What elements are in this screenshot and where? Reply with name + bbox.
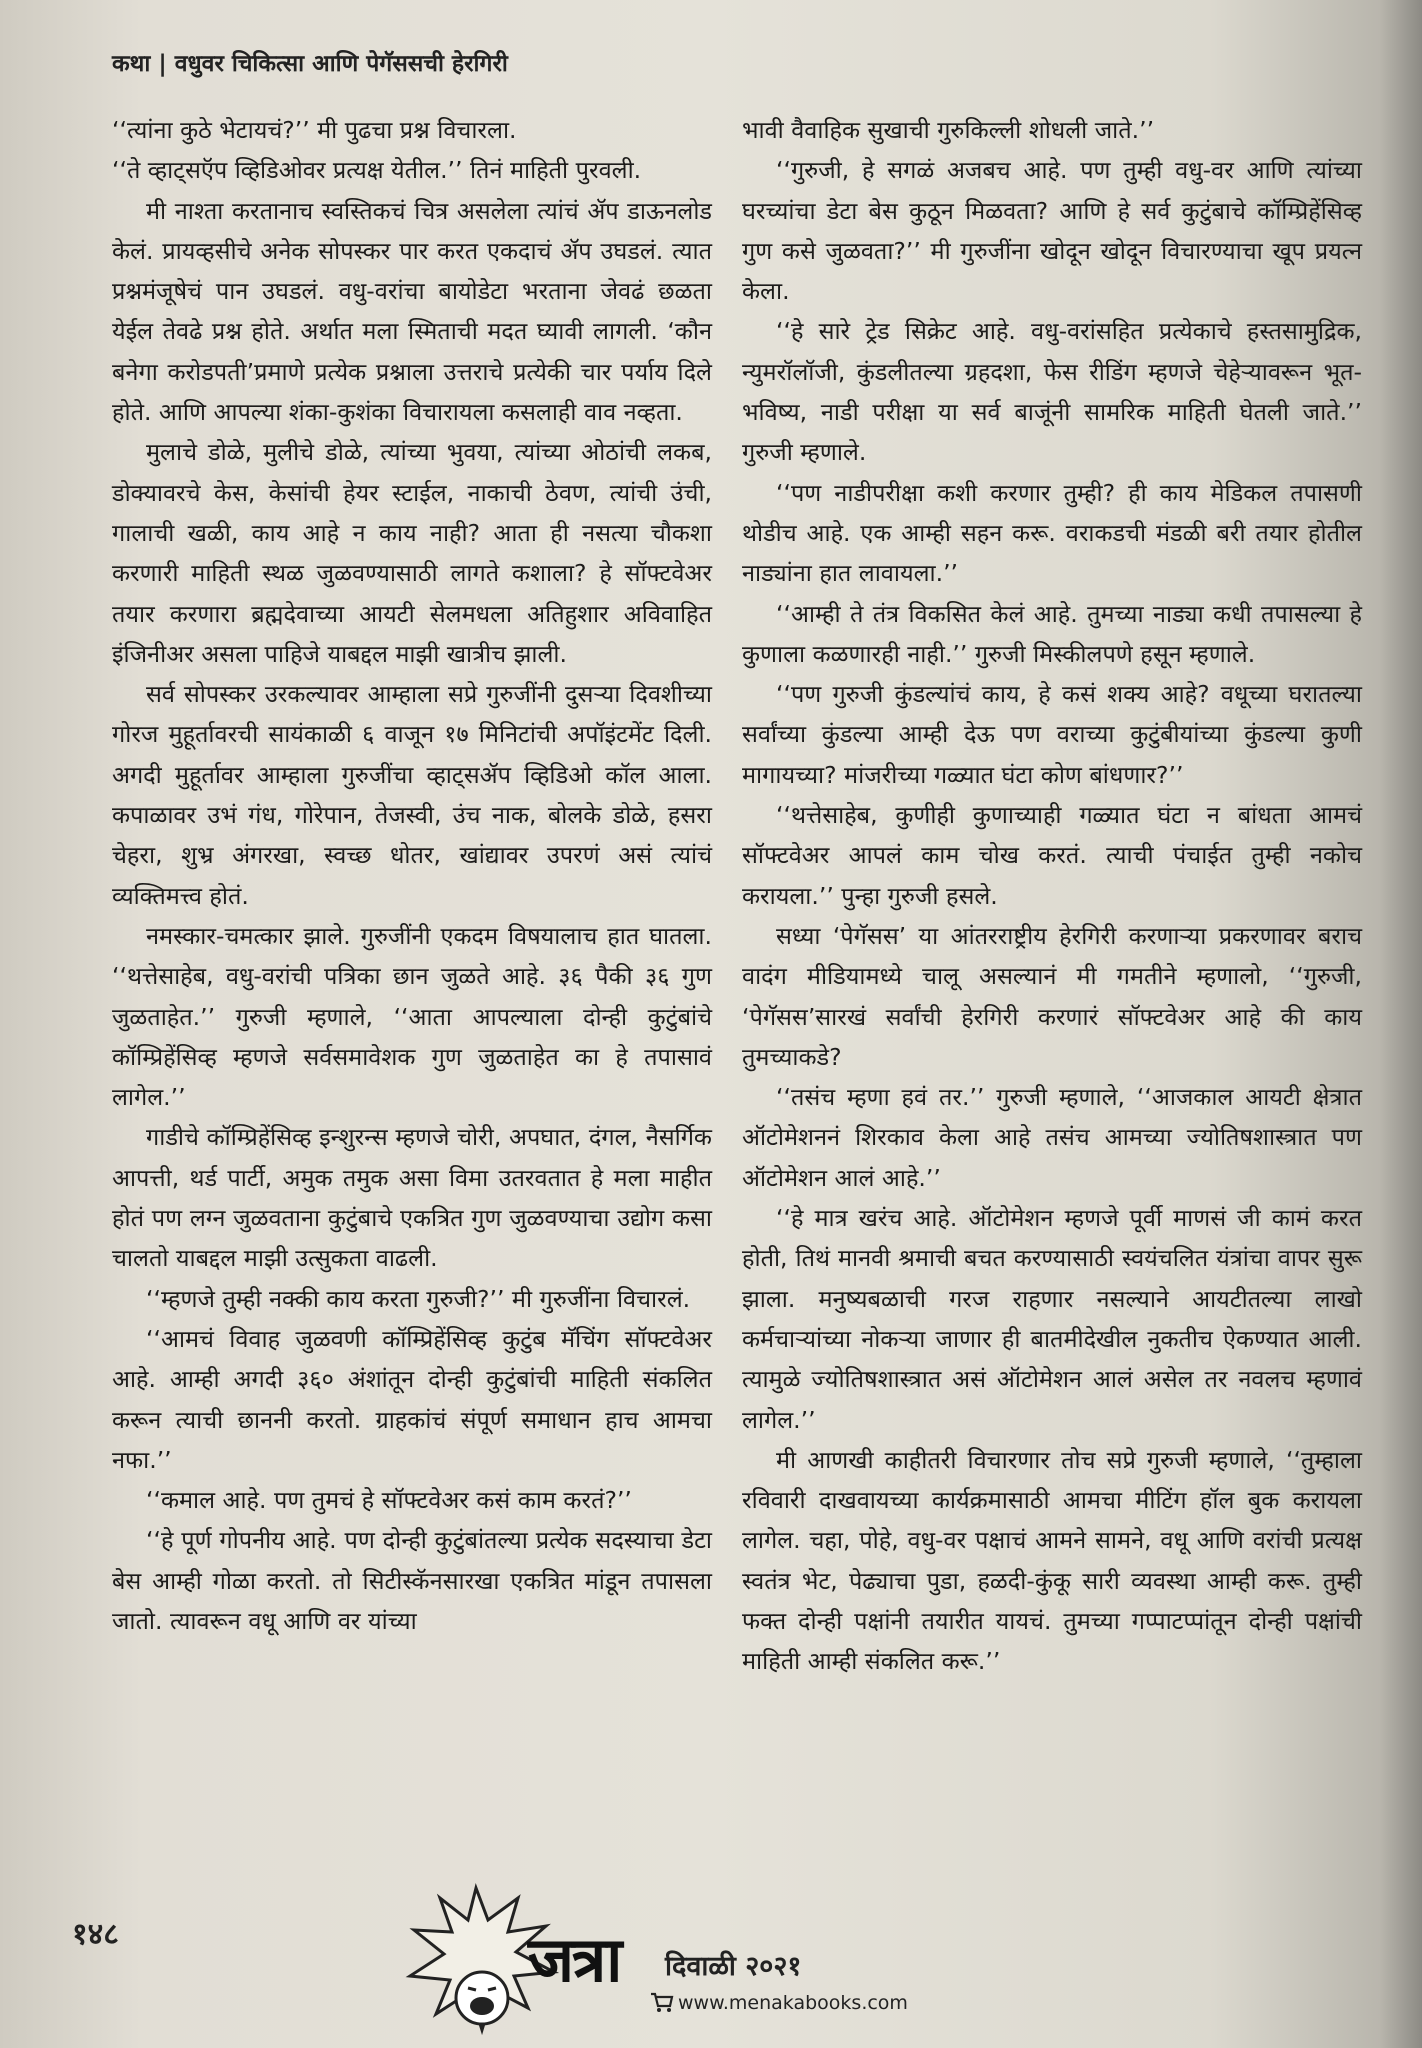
right-column	[742, 110, 1362, 1682]
paragraph: मी आणखी काहीतरी विचारणार तोच सप्रे गुरुजी म्हणाले, ‘‘तुम्हाला रविवारी दाखवायच्या कार्यक्रमासाठी आमचा मीटिंग हॉल बुक करायला लागेल. चहा, पोहे, वधु-वर पक्षाचं आमने सामने, वधू आणि वरांची प्रत्यक्ष स्वतंत्र भेट, पेढ्याचा पुडा, हळदी-कुंकू सारी व्यवस्था आम्ही करू. तुम्ही फक्त दोन्ही पक्षांनी तयारीत यायचं. तुमच्या गप्पाटप्पांतून दोन्ही पक्षांची माहिती आम्ही संकलित करू.’’	[742, 1445, 1362, 1676]
paragraph: ‘‘आम्ही ते तंत्र विकसित केलं आहे. तुमच्या नाड्या कधी तपासल्या हे कुणाला कळणारही नाही.’’ गुरुजी मिस्कीलपणे हसून म्हणाले.	[742, 599, 1362, 668]
paragraph: ‘‘हे सारे ट्रेड सिक्रेट आहे. वधु-वरांसहित प्रत्येकाचे हस्तसामुद्रिक, न्युमरॉलॉजी, कुंडलीतल्या ग्रहदशा, फेस रीडिंग म्हणजे चेहेऱ्यावरून भूत-भविष्य, नाडी परीक्षा या सर्व बाजूंनी सामरिक माहिती घेतली जाते.’’ गुरुजी म्हणाले.	[742, 317, 1362, 467]
paragraph: भावी वैवाहिक सुखाची गुरुकिल्ली शोधली जाते.’’	[742, 116, 1155, 144]
paragraph: ‘‘गुरुजी, हे सगळं अजबच आहे. पण तुम्ही वधु-वर आणि त्यांच्या घरच्यांचा डेटा बेस कुठून मिळवता? आणि हे सर्व कुटुंबाचे कॉम्प्रिहेंसिव्ह गुण कसे जुळवता?’’ मी गुरुजींना खोदून खोदून विचारण्याचा खूप प्रयत्न केला.	[742, 156, 1362, 306]
paragraph: ‘‘पण नाडीपरीक्षा कशी करणार तुम्ही? ही काय मेडिकल तपासणी थोडीच आहे. एक आम्ही सहन करू. वराकडची मंडळी बरी तयार होतील नाड्यांना हात लावायला.’’	[742, 478, 1362, 588]
paragraph: ‘‘आमचं विवाह जुळवणी कॉम्प्रिहेंसिव्ह कुटुंब मॅचिंग सॉफ्टवेअर आहे. आम्ही अगदी ३६० अंशांतून दोन्ही कुटुंबांची माहिती संकलित करून त्याची छाननी करतो. ग्राहकांचं संपूर्ण समाधान हाच आमचा नफा.’’	[112, 1324, 712, 1474]
page-header: कथा | वधुवर चिकित्सा आणि पेगॅससची हेरगिरी	[112, 51, 508, 77]
paragraph: ‘‘पण गुरुजी कुंडल्यांचं काय, हे कसं शक्य आहे? वधूच्या घरातल्या सर्वांच्या कुंडल्या आम्ही देऊ पण वराच्या कुटुंबीयांच्या कुंडल्या कुणी मागायच्या? मांजरीच्या गळ्यात घंटा कोण बांधणार?’’	[742, 680, 1362, 789]
paragraph: नमस्कार-चमत्कार झाले. गुरुजींनी एकदम विषयालाच हात घातला. ‘‘थत्तेसाहेब, वधु-वरांची पत्रिका छान जुळते आहे. ३६ पैकी ३६ गुण जुळताहेत.’’ गुरुजी म्हणाले, ‘‘आता आपल्याला दोन्ही कुटुंबांचे कॉम्प्रिहेंसिव्ह म्हणजे सर्वसमावेशक गुण जुळताहेत का हे तपासावं लागेल.’’	[112, 921, 712, 1112]
website-link[interactable]: www.menakabooks.com	[678, 1992, 908, 2014]
left-column	[112, 110, 712, 1641]
paragraph: मुलाचे डोळे, मुलीचे डोळे, त्यांच्या भुवया, त्यांच्या ओठांची लकब, डोक्यावरचे केस, केसांची हेयर स्टाईल, नाकाची ठेवण, त्यांची उंची, गालाची खळी, काय आहे न काय नाही? आता ही नसत्या चौकशा करणारी माहिती स्थळ जुळवण्यासाठी लागते कशाला? हे सॉफ्टवेअर तयार करणारा ब्रह्मदेवाच्या आयटी सेलमधला अतिहुशार अविवाहित इंजिनीअर असला पाहिजे याबद्दल माझी खात्रीच झाली.	[112, 438, 712, 668]
paragraph: गाडीचे कॉम्प्रिहेंसिव्ह इन्शुरन्स म्हणजे चोरी, अपघात, दंगल, नैसर्गिक आपत्ती, थर्ड पार्टी, अमुक तमुक असा विमा उतरवतात हे मला माहीत होतं पण लग्न जुळवताना कुटुंबाचे एकत्रित गुण जुळवण्याचा उद्योग कसा चालतो याबद्दल माझी उत्सुकता वाढली.	[112, 1123, 712, 1273]
paragraph: ‘‘ते व्हाट्सऍप व्हिडिओवर प्रत्यक्ष येतील.’’ तिनं माहिती पुरवली.	[112, 156, 642, 185]
paragraph: ‘‘तसंच म्हणा हवं तर.’’ गुरुजी म्हणाले, ‘‘आजकाल आयटी क्षेत्रात ऑटोमेशननं शिरकाव केला आहे तसंच आमच्या ज्योतिषशास्त्रात पण ऑटोमेशन आलं आहे.’’	[742, 1083, 1362, 1192]
magazine-logo: जत्रा	[528, 1923, 621, 1996]
paragraph: ‘‘त्यांना कुठे भेटायचं?’’ मी पुढचा प्रश्न विचारला.	[112, 116, 517, 144]
paragraph: ‘‘हे मात्र खरंच आहे. ऑटोमेशन म्हणजे पूर्वी माणसं जी कामं करत होती, तिथं मानवी श्रमाची बचत करण्यासाठी स्वयंचलित यंत्रांचा वापर सुरू झाला. मनुष्यबळाची गरज राहणार नसल्याने आयटीतल्या लाखो कर्मचाऱ्यांच्या नोकऱ्या जाणार ही बातमीदेखील नुकतीच ऐकण्यात आली. त्यामुळे ज्योतिषशास्त्रात असं ऑटोमेशन आलं असेल तर नवलच म्हणावं लागेल.’’	[742, 1204, 1362, 1434]
paragraph: सध्या ‘पेगॅसस’ या आंतरराष्ट्रीय हेरगिरी करणाऱ्या प्रकरणावर बराच वादंग मीडियामध्ये चालू असल्यानं मी गमतीने म्हणालो, ‘‘गुरुजी, ‘पेगॅसस’सारखं सर्वांची हेरगिरी करणारं सॉफ्टवेअर आहे की काय तुमच्याकडे?	[742, 921, 1362, 1071]
page-number: १४८	[72, 1917, 119, 1952]
story-title: वधुवर चिकित्सा आणि पेगॅससची हेरगिरी	[174, 51, 508, 77]
paragraph: मी नाश्ता करतानाच स्वस्तिकचं चित्र असलेला त्यांचं ॲप डाऊनलोड केलं. प्रायव्हसीचे अनेक सोपस्कर पार करत एकदाचं ॲप उघडलं. त्यात प्रश्नमंजूषेचं पान उघडलं. वधु-वरांचा बायोडेटा भरताना जेवढं छळता येईल तेवढे प्रश्न होते. अर्थात मला स्मिताची मदत घ्यावी लागली. ‘कौन बनेगा करोडपती’प्रमाणे प्रत्येक प्रश्नाला उत्तराचे प्रत्येकी चार पर्याय दिले होते. आणि आपल्या शंका-कुशंका विचारायला कसलाही वाव नव्हता.	[112, 196, 712, 427]
paragraph: ‘‘म्हणजे तुम्ही नक्की काय करता गुरुजी?’’ मी गुरुजींना विचारलं.	[146, 1284, 691, 1313]
issue-label: दिवाळी २०२१	[665, 1951, 802, 1982]
cart-icon	[650, 1992, 674, 2014]
paragraph: ‘‘हे पूर्ण गोपनीय आहे. पण दोन्ही कुटुंबांतल्या प्रत्येक सदस्याचा डेटा बेस आम्ही गोळा करतो. तो सिटीस्कॅनसारखा एकत्रित मांडून तपासला जातो. त्यावरून वधू आणि वर यांच्या	[112, 1526, 712, 1635]
paragraph: सर्व सोपस्कर उरकल्यावर आम्हाला सप्रे गुरुजींनी दुसऱ्या दिवशीच्या गोरज मुहूर्तावरची सायंकाळी ६ वाजून १७ मिनिटांची अपॉइंटमेंट दिली. अगदी मुहूर्तावर आम्हाला गुरुजींचा व्हाट्सॲप व्हिडिओ कॉल आला. कपाळावर उभं गंध, गोरेपान, तेजस्वी, उंच नाक, बोलके डोळे, हसरा चेहरा, शुभ्र अंगरखा, स्वच्छ धोतर, खांद्यावर उपरणं असं त्यांचं व्यक्तिमत्त्व होतं.	[112, 680, 712, 910]
section-label: कथा	[112, 51, 151, 77]
paragraph: ‘‘कमाल आहे. पण तुमचं हे सॉफ्टवेअर कसं काम करतं?’’	[146, 1486, 632, 1515]
paragraph: ‘‘थत्तेसाहेब, कुणीही कुणाच्याही गळ्यात घंटा न बांधता आमचं सॉफ्टवेअर आपलं काम चोख करतं. त्याची पंचाईत तुम्ही नकोच करायला.’’ पुन्हा गुरुजी हसले.	[742, 801, 1362, 910]
